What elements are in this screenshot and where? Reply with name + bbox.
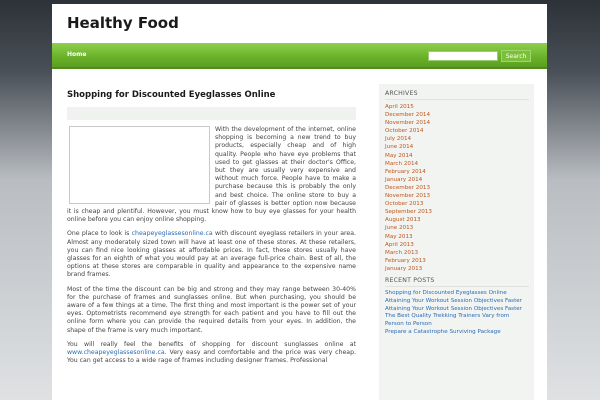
- nav-bar: [52, 43, 547, 69]
- archive-item[interactable]: May 2013: [385, 233, 413, 240]
- paragraph-2-text-b: with discount eyeglass retailers in your area. Almost any moderately sized town will have at least one of these stores. At these retailers, you can find nice looking glasses at affordable prices. In fact, these stores usually have glasses for an eighth of what you would pay at an average full-price chain. Best of all, the options at these stores are comparable in quality and appearance to the expensive name brand frames.: [67, 230, 356, 279]
- page-container: [52, 4, 547, 400]
- archive-item[interactable]: December 2013: [385, 184, 431, 191]
- recent-posts-title: RECENT POSTS: [385, 277, 529, 287]
- search-input[interactable]: [428, 51, 498, 61]
- recent-post-item[interactable]: The Best Quality Trekking Trainers Vary from Person to Person: [385, 313, 510, 328]
- archive-item[interactable]: December 2014: [385, 112, 431, 119]
- paragraph-1: [67, 126, 356, 224]
- paragraph-1-text: With the development of the internet, online shopping is becoming a new trend to buy products, especially cheap and of high quality. People who have eye problems that used to get glasses at their doctor's Office, but they are usually very expensive and without much force. People have to make a purchase because this is probably the only and best choice. The online store to buy a pair of glasses is better option now because it is cheap and plentiful. However, you must know how to buy eye glasses for your health online before you can enjoy online shopping.: [67, 126, 356, 224]
- archives-list: [385, 103, 529, 273]
- paragraph-4-text-b: . Very easy and comfortable and the price was very cheap. You can get access to a wide rage of frames including designer frames. Professional: [67, 349, 356, 365]
- recent-post-item[interactable]: Attaining Your Workout Session Objectives Faster: [385, 305, 523, 312]
- recent-post-item[interactable]: Prepare a Catastrophe Surviving Package: [385, 328, 501, 335]
- archive-item[interactable]: September 2013: [385, 209, 432, 216]
- archive-item[interactable]: June 2014: [385, 144, 414, 151]
- archive-item[interactable]: July 2014: [385, 136, 412, 143]
- post-body: [67, 126, 356, 365]
- archive-item[interactable]: February 2013: [385, 257, 426, 264]
- post-image-placeholder: [69, 126, 210, 204]
- archive-item[interactable]: October 2014: [385, 128, 424, 135]
- archive-item[interactable]: February 2014: [385, 168, 426, 175]
- archive-item[interactable]: January 2014: [385, 176, 423, 183]
- www-cheapeyeglasses-link[interactable]: www.cheapeyeglassesonline.ca: [67, 349, 165, 357]
- archive-item[interactable]: October 2013: [385, 201, 424, 208]
- archive-item[interactable]: August 2013: [385, 217, 421, 224]
- archive-item[interactable]: March 2014: [385, 160, 419, 167]
- archive-item[interactable]: April 2013: [385, 241, 414, 248]
- search-button[interactable]: Search: [501, 50, 531, 62]
- paragraph-3: Most of the time the discount can be big and strong and they may range between 30-40% for the purchase of frames and sunglasses online. But when purchasing, you should be aware of a few things at a time. The first thing and most important is the power set of your eyes. Optometrists recommend eye strength for each patient and you have to fill out the online form where you can provide the required details from your eyes. In addition, the shape of the frame is very much important.: [67, 285, 356, 334]
- paragraph-2: [67, 230, 356, 279]
- post-title[interactable]: Shopping for Discounted Eyeglasses Online: [67, 90, 276, 100]
- paragraph-2-text-a: One place to look is: [67, 230, 132, 238]
- archive-item[interactable]: January 2013: [385, 265, 423, 272]
- post-meta-bar: [67, 107, 356, 120]
- recent-posts-list: [385, 290, 529, 337]
- archives-title: ARCHIVES: [385, 90, 529, 100]
- archive-item[interactable]: June 2013: [385, 225, 414, 232]
- recent-post-item[interactable]: Shopping for Discounted Eyeglasses Online: [385, 289, 507, 296]
- main-content: [67, 90, 356, 371]
- cheapeyeglasses-link[interactable]: cheapeyeglassesonline.ca: [131, 230, 213, 238]
- paragraph-4-text-a: You will really feel the benefits of shopping for discount sunglasses online at: [67, 340, 356, 348]
- paragraph-4: [67, 341, 356, 366]
- archive-item[interactable]: March 2013: [385, 249, 419, 256]
- recent-post-item[interactable]: Attaining Your Workout Session Objectives Faster: [385, 297, 523, 304]
- sidebar: [379, 84, 534, 400]
- nav-home-link[interactable]: Home: [67, 51, 87, 58]
- site-title[interactable]: Healthy Food: [67, 14, 179, 32]
- archive-item[interactable]: November 2013: [385, 193, 431, 200]
- archive-item[interactable]: November 2014: [385, 120, 431, 127]
- archive-item[interactable]: May 2014: [385, 152, 413, 159]
- archive-item[interactable]: April 2015: [385, 104, 414, 110]
